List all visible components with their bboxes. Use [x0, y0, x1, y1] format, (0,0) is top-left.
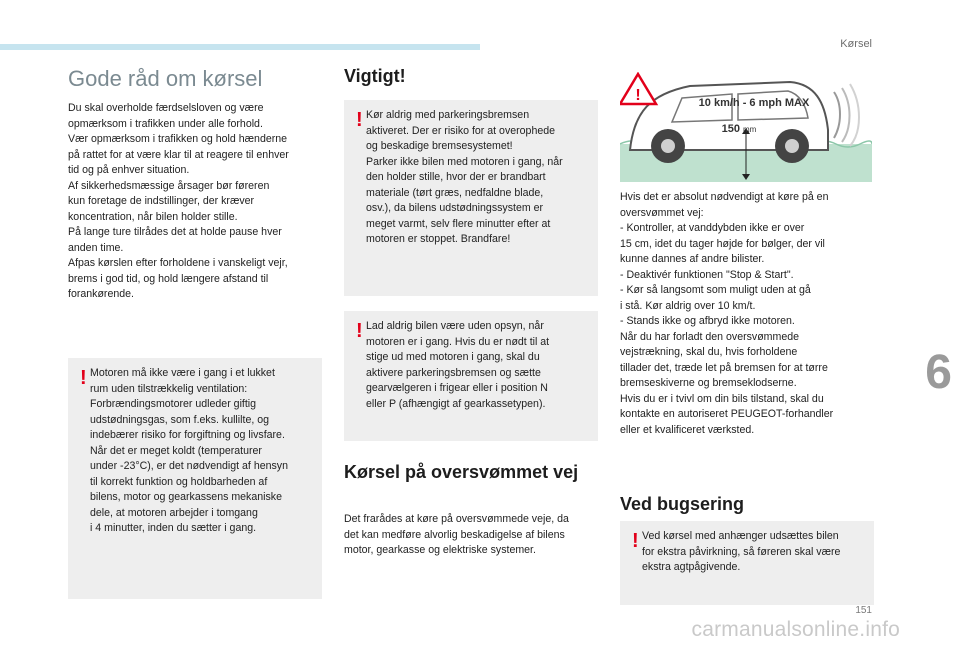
section-title-driving-advice: Gode råd om kørsel — [68, 66, 263, 91]
section-label: Kørsel — [840, 38, 872, 50]
flooded-road-illustration — [620, 72, 872, 182]
warning-box-parking-brake — [344, 100, 598, 296]
top-color-bar — [0, 44, 480, 50]
watermark: carmanualsonline.info — [691, 618, 900, 641]
warning-icon: ! — [356, 109, 363, 131]
warning-box-unattended — [344, 311, 598, 441]
warning-icon: ! — [356, 320, 363, 342]
water-depth-value: 150 — [721, 123, 740, 135]
illustration-warning-glyph: ! — [635, 87, 641, 104]
max-speed-label: 10 km/h - 6 mph MAX — [698, 97, 810, 109]
driving-advice-body: Du skal overholde færdselsloven og være opmærksom i trafikken under alle forhold. Vær opmærksom i trafikken og hold hænderne på rattet for at være klar til at reagere til enhver tid og på enhver situation. Af sikkerhedsmæssige årsager bør føreren kun foretage de indstillinger, der kræver koncentration, når bilen holder stille. På lange ture tilrådes det at holde pause hver anden time. Afpas kørslen efter forholdene i vanskeligt vejr, brems i god tid, og hold længere afstand til forankørende. — [68, 102, 289, 300]
warning-icon: ! — [632, 530, 639, 552]
flooded-road-intro: Det frarådes at køre på oversvømmede veje, da det kan medføre alvorlig beskadigelse af bilens motor, gearkasse og elektriske systemer. — [344, 513, 569, 556]
warning-text-parking-brake: Kør aldrig med parkeringsbremsen aktiveret. Der er risiko for at overophede og beskadige bremsesystemet! Parker ikke bilen med motoren i gang, når den holder stille, hvor der er brandbart materiale (tørt græs, nedfaldne blade, osv.), da bilens udstødningssystem er meget varmt, selv flere minutter efter at motoren er stoppet. Brandfare! — [366, 109, 563, 245]
warning-text-unattended: Lad aldrig bilen være uden opsyn, når motoren er i gang. Hvis du er nødt til at stige ud med motoren i gang, skal du aktivere parkeringsbremsen og sætte gearvælgeren i frigear eller i position N eller P (afhængigt af gearkassetypen). — [366, 320, 550, 410]
chapter-number: 6 — [925, 346, 952, 399]
warning-box-towing — [620, 521, 874, 605]
flooded-road-instructions: Hvis det er absolut nødvendigt at køre på en oversvømmet vej: - Kontroller, at vanddybden ikke er over 15 cm, idet du tager højde for bølger, der vil kunne dannes af andre bilister. - Deaktivér funktionen "Stop & Start". - Kør så langsomt som muligt uden at gå i stå. Kør aldrig over 10 km/t. - Stands ikke og afbryd ikke motoren. Når du har forladt den oversvømmede vejstrækning, skal du, hvis forholdene tillader det, træde let på bremsen for at tørre bremseskiverne og bremseklodserne. Hvis du er i tvivl om din bils tilstand, skal du kontakte en autoriseret PEUGEOT-forhandler eller et kvalificeret værksted. — [620, 191, 834, 436]
section-title-towing: Ved bugsering — [620, 494, 745, 514]
section-title-flooded-road: Kørsel på oversvømmet vej — [344, 462, 579, 482]
water-depth-unit: mm — [743, 125, 757, 134]
page-number: 151 — [855, 605, 872, 616]
warning-text-towing: Ved kørsel med anhænger udsættes bilen for ekstra påvirkning, så føreren skal være ekstra agtpågivende. — [642, 530, 841, 573]
warning-box-ventilation — [68, 358, 322, 599]
warning-icon: ! — [80, 367, 87, 389]
warning-text-ventilation: Motoren må ikke være i gang i et lukket rum uden tilstrækkelig ventilation: Forbrændingsmotorer udleder giftig udstødningsgas, som f.eks. kullilte, og indebærer risiko for forgiftning og livsfare. Når det er meget koldt (temperaturer under -23°C), er det nødvendigt af hensyn til korrekt funktion og holdbarheden af bilens, motor og gearkassens mekaniske dele, at motoren arbejder i tomgang i 4 minutter, inden du sætter i gang. — [90, 367, 288, 534]
section-title-important: Vigtigt! — [344, 66, 406, 86]
